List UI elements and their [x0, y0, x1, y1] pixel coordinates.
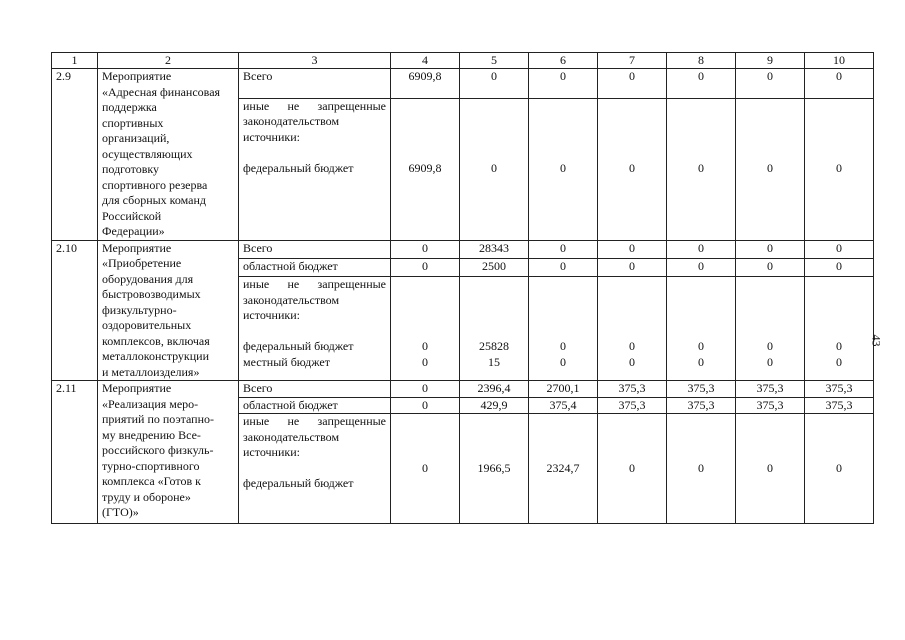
source-line: иные не запрещенные: [243, 98, 386, 113]
page-number: 43: [869, 334, 884, 347]
event-name-line: «Адресная финансовая: [102, 84, 221, 99]
value-cell: 0: [736, 69, 805, 99]
value-cell: 2324,7: [529, 414, 598, 524]
event-name: [98, 381, 239, 524]
table-row: [52, 240, 874, 258]
source-label: [239, 98, 391, 240]
value-cell: 0: [598, 240, 667, 258]
event-name-line: осуществляющих: [102, 146, 193, 161]
event-name-line: организаций,: [102, 131, 170, 145]
header-cell: 1: [52, 53, 98, 69]
value-cell: 1966,5: [460, 414, 529, 524]
value-cell: 0: [529, 258, 598, 276]
row-number: 2.11: [52, 381, 98, 524]
header-cell: 8: [667, 53, 736, 69]
source-line: иные не запрещенные: [243, 414, 386, 428]
event-name-line: Мероприятие: [102, 381, 172, 395]
event-name-line: Российской: [102, 208, 162, 223]
event-name-line: Мероприятие: [102, 69, 172, 83]
source-line: законодательством: [243, 429, 340, 444]
event-name-line: быстровозводимых: [102, 287, 201, 301]
value-cell: 0: [598, 414, 667, 524]
source-label: областной бюджет: [239, 397, 391, 414]
row-number: 2.9: [52, 69, 98, 241]
value-cell: 0: [391, 414, 460, 524]
source-label: Всего: [239, 381, 391, 398]
value-cell: 375,3: [598, 397, 667, 414]
header-cell: 3: [239, 53, 391, 69]
header-cell: 5: [460, 53, 529, 69]
value-cell: 0 0: [805, 277, 874, 381]
value-cell: 0: [529, 240, 598, 258]
value-cell: 28343: [460, 240, 529, 258]
value-cell: 0: [805, 98, 874, 240]
event-name-line: физкультурно-: [102, 302, 177, 317]
value-cell: 375,3: [598, 381, 667, 398]
value-cell: 0: [667, 258, 736, 276]
event-name-line: спортивных: [102, 115, 164, 130]
value-cell: 0: [667, 240, 736, 258]
source-label: Всего: [239, 240, 391, 258]
value-cell: 375,4: [529, 397, 598, 414]
event-name: [98, 69, 239, 241]
value-cell: 0: [529, 69, 598, 99]
event-name-line: Мероприятие: [102, 240, 172, 255]
value-cell: 0: [736, 98, 805, 240]
value-cell: 25828 15: [460, 277, 529, 381]
event-name-line: му внедрению Все-: [102, 427, 201, 442]
value-cell: 0: [598, 98, 667, 240]
source-line: федеральный бюджет: [243, 160, 354, 175]
source-label: [239, 277, 391, 381]
header-row: [52, 53, 874, 69]
value-cell: 0: [805, 240, 874, 258]
source-line: федеральный бюджет: [243, 339, 354, 353]
event-name-line: российского физкуль-: [102, 443, 214, 457]
value-cell: 0: [391, 258, 460, 276]
event-name-line: (ГТО)»: [102, 505, 139, 519]
value-cell: 2700,1: [529, 381, 598, 398]
header-cell: 10: [805, 53, 874, 69]
value-cell: 0 0: [391, 277, 460, 381]
event-name-line: приятий по поэтапно-: [102, 412, 214, 426]
event-name-line: и металлоизделия»: [102, 364, 200, 379]
event-name-line: комплекса «Готов к: [102, 474, 201, 488]
event-name-line: комплексов, включая: [102, 333, 210, 348]
event-name-line: «Реализация меро-: [102, 396, 199, 411]
value-cell: 0: [391, 240, 460, 258]
value-cell: 0: [529, 98, 598, 240]
value-cell: 6909,8: [391, 98, 460, 240]
event-name-line: поддержка: [102, 100, 157, 114]
event-name-line: металлоконструкции: [102, 349, 210, 363]
value-cell: 0: [805, 258, 874, 276]
event-name-line: для сборных команд: [102, 193, 207, 207]
value-cell: 6909,8: [391, 69, 460, 99]
value-cell: 0: [460, 98, 529, 240]
value-cell: 0: [667, 414, 736, 524]
value-cell: 0 0: [529, 277, 598, 381]
source-line: федеральный бюджет: [243, 476, 354, 490]
source-line: местный бюджет: [243, 354, 330, 369]
source-label: [239, 414, 391, 524]
value-cell: 0 0: [667, 277, 736, 381]
table-row: [52, 381, 874, 398]
value-cell: 0: [598, 258, 667, 276]
event-name-line: оздоровительных: [102, 318, 192, 332]
value-cell: 0: [736, 240, 805, 258]
header-cell: 9: [736, 53, 805, 69]
value-cell: 0: [805, 414, 874, 524]
event-name-line: турно-спортивного: [102, 458, 200, 473]
value-cell: 0: [667, 98, 736, 240]
event-name-line: труду и обороне»: [102, 489, 191, 504]
source-line: источники:: [243, 129, 300, 144]
header-cell: 4: [391, 53, 460, 69]
value-cell: 0: [805, 69, 874, 99]
value-cell: 0: [460, 69, 529, 99]
value-cell: 0 0: [736, 277, 805, 381]
header-cell: 2: [98, 53, 239, 69]
value-cell: 0 0: [598, 277, 667, 381]
event-name-line: оборудования для: [102, 271, 194, 286]
source-line: иные не запрещенные: [243, 277, 386, 291]
value-cell: 2396,4: [460, 381, 529, 398]
event-name-line: спортивного резерва: [102, 177, 208, 192]
value-cell: 0: [736, 414, 805, 524]
value-cell: 0: [667, 69, 736, 99]
value-cell: 375,3: [805, 381, 874, 398]
value-cell: 0: [391, 381, 460, 398]
value-cell: 375,3: [736, 381, 805, 398]
value-cell: 375,3: [667, 397, 736, 414]
table-row: [52, 69, 874, 99]
source-line: источники:: [243, 445, 300, 459]
value-cell: 2500: [460, 258, 529, 276]
value-cell: 375,3: [805, 397, 874, 414]
header-cell: 6: [529, 53, 598, 69]
source-line: источники:: [243, 308, 300, 322]
event-name-line: «Приобретение: [102, 256, 182, 270]
value-cell: 375,3: [667, 381, 736, 398]
value-cell: 0: [736, 258, 805, 276]
source-label: Всего: [239, 69, 391, 99]
event-name-line: Федерации»: [102, 224, 165, 238]
row-number: 2.10: [52, 240, 98, 381]
source-label: областной бюджет: [239, 258, 391, 276]
source-line: законодательством: [243, 114, 340, 129]
value-cell: 375,3: [736, 397, 805, 414]
source-line: законодательством: [243, 292, 340, 307]
value-cell: 0: [598, 69, 667, 99]
budget-table: [51, 52, 874, 524]
event-name-line: подготовку: [102, 162, 160, 176]
event-name: [98, 240, 239, 381]
value-cell: 429,9: [460, 397, 529, 414]
header-cell: 7: [598, 53, 667, 69]
value-cell: 0: [391, 397, 460, 414]
